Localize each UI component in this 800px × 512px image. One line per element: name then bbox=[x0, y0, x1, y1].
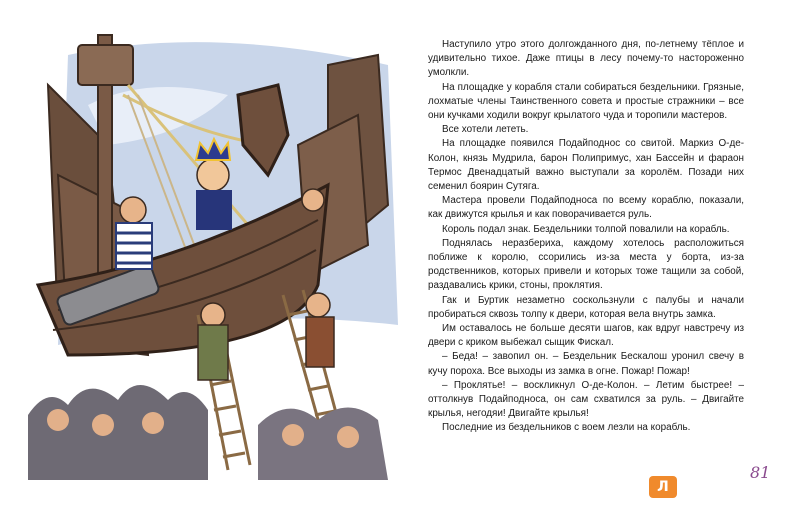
paragraph: Им оставалось не больше десяти шагов, как вдруг навстречу из двери с криком выбежал сыщик Фискал. bbox=[428, 323, 744, 349]
paragraph: Все хотели лететь. bbox=[442, 124, 529, 136]
king-head bbox=[197, 159, 229, 191]
crowd-head bbox=[337, 426, 359, 448]
page-number: 81 bbox=[750, 463, 771, 482]
paragraph: Гак и Буртик незаметно соскользнули с палубы и начали пробираться сквозь толпу к двери, которая вела внутрь замка. bbox=[428, 294, 744, 320]
paragraph: – Проклятье! – воскликнул О-де-Колон. – Летим быстрее! – оттолкнув Подайподноса, он сам схватился за руль. – Двигайте крылья, негодяи! Двигайте крылья! bbox=[428, 379, 744, 420]
crows-nest bbox=[78, 45, 133, 85]
climber-body bbox=[198, 325, 228, 380]
paragraph: На площадке у корабля стали собираться бездельники. Грязные, лохматые члены Таинственного совета и простые стражники – все они кучками ходили вокруг крылатого чуда и торопили мастеров. bbox=[428, 81, 744, 122]
paragraph: – Беда! – завопил он. – Бездельник Бескалош уронил свечу в кучу пороха. Все выходы из замка в огне. Пожар! Пожар! bbox=[428, 351, 744, 377]
sailor-head-right bbox=[302, 189, 324, 211]
paragraph: Наступило утро этого долгожданного дня, по-летнему тёплое и удивительно тихое. Даже птицы в лесу почему-то настороженно умолкли. bbox=[428, 39, 744, 79]
king-robe bbox=[196, 190, 232, 230]
climber-head-right bbox=[306, 293, 330, 317]
paragraph: Последние из бездельников с воем лезли на корабль. bbox=[442, 422, 691, 434]
climber-body-right bbox=[306, 317, 334, 367]
climber-head bbox=[201, 303, 225, 327]
paragraph: Мастера провели Подайподноса по всему кораблю, показали, как движутся крылья и как поворачивается руль. bbox=[428, 195, 744, 221]
crowd-head bbox=[142, 412, 164, 434]
paragraph: Поднялась неразбериха, каждому хотелось расположиться поближе к королю, ссорились из-за места у борта, из-за родственников, которых привели и которых тоже тащили за собой, раздавались крики, стоны, проклятия. bbox=[428, 237, 744, 292]
paragraph: На площадке появился Подайподнос со свитой. Маркиз О-де-Колон, князь Мудрила, барон Полипримус, хан Бассейн и фараон Термос Двенадцатый важно выступали за королём. Позади них семенил боярин Сутяга. bbox=[428, 138, 744, 193]
ship-illustration bbox=[28, 25, 408, 480]
crowd-head bbox=[282, 424, 304, 446]
crowd-right bbox=[258, 408, 388, 481]
crowd-head bbox=[47, 409, 69, 431]
paragraph: Король подал знак. Бездельники толпой повалили на корабль. bbox=[442, 223, 730, 235]
crowd bbox=[28, 385, 208, 480]
litres-logo-icon: Л bbox=[649, 476, 677, 498]
crowd-head bbox=[92, 414, 114, 436]
story-text bbox=[428, 38, 744, 436]
sailor-head bbox=[120, 197, 146, 223]
